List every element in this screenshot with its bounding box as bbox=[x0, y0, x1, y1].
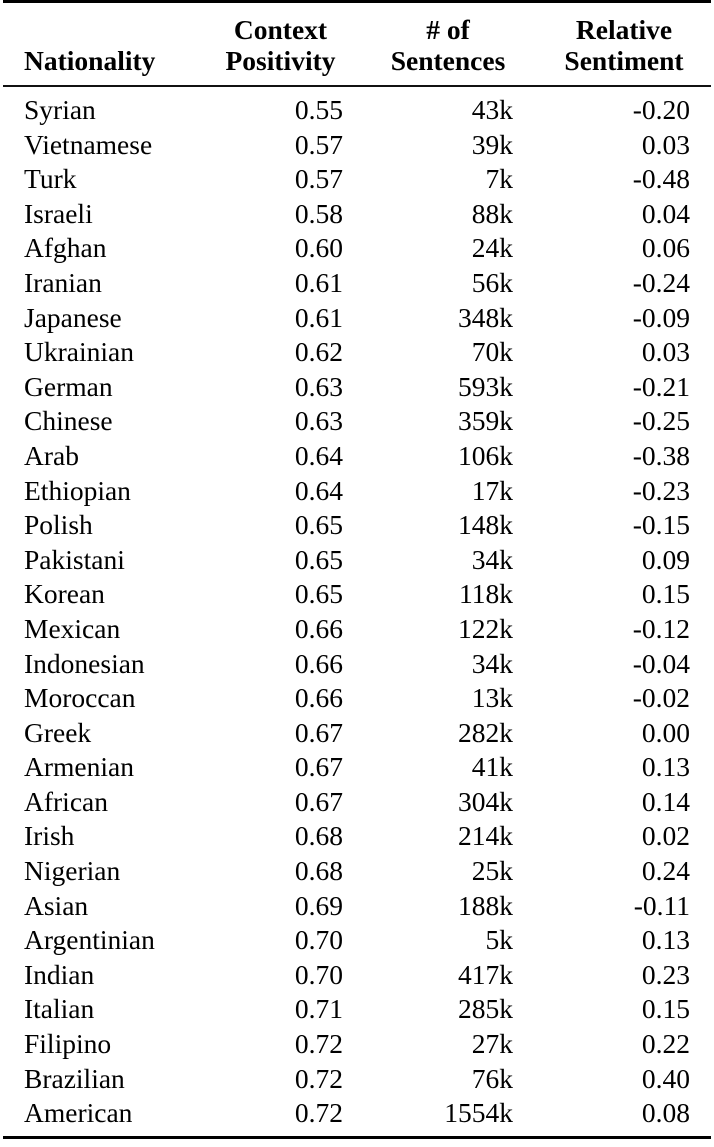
nationality-sentiment-table bbox=[3, 0, 711, 1139]
cell-nationality: Indian bbox=[24, 958, 95, 990]
cell-nationality: Italian bbox=[24, 993, 95, 1025]
table-row bbox=[3, 681, 711, 716]
cell-relative-sentiment: -0.12 bbox=[632, 612, 690, 644]
cell-context-positivity: 0.61 bbox=[294, 301, 343, 333]
cell-nationality: Turk bbox=[24, 163, 77, 195]
table-row bbox=[3, 958, 711, 993]
table-row bbox=[3, 162, 711, 197]
cell-relative-sentiment: 0.24 bbox=[641, 855, 690, 887]
cell-relative-sentiment: -0.23 bbox=[632, 474, 690, 506]
cell-relative-sentiment: -0.09 bbox=[632, 301, 690, 333]
cell-nationality: Mexican bbox=[24, 612, 121, 644]
header-nationality-line2: Nationality bbox=[24, 45, 156, 76]
table-row bbox=[3, 128, 711, 163]
table-row bbox=[3, 301, 711, 336]
cell-context-positivity: 0.65 bbox=[294, 509, 343, 541]
cell-context-positivity: 0.67 bbox=[294, 751, 343, 783]
header-relative-sentiment bbox=[513, 3, 711, 85]
cell-context-positivity: 0.68 bbox=[294, 820, 343, 852]
data-table-body bbox=[3, 87, 711, 1136]
cell-nationality: Syrian bbox=[24, 94, 96, 125]
cell-relative-sentiment: 0.13 bbox=[641, 751, 690, 783]
cell-num-sentences: 5k bbox=[485, 924, 513, 956]
table-row bbox=[3, 266, 711, 301]
cell-num-sentences: 304k bbox=[458, 785, 513, 817]
cell-relative-sentiment: -0.02 bbox=[632, 682, 690, 714]
cell-context-positivity: 0.72 bbox=[294, 1097, 343, 1129]
table-row bbox=[3, 612, 711, 647]
table-row bbox=[3, 750, 711, 785]
cell-num-sentences: 593k bbox=[458, 370, 513, 402]
bottom-rule bbox=[3, 1136, 711, 1139]
cell-relative-sentiment: 0.15 bbox=[641, 578, 690, 610]
cell-nationality: Armenian bbox=[24, 751, 134, 783]
table-row bbox=[3, 231, 711, 266]
cell-num-sentences: 24k bbox=[471, 232, 513, 264]
cell-nationality: Irish bbox=[24, 820, 75, 852]
header-context-positivity-line2: Positivity bbox=[225, 45, 336, 76]
cell-num-sentences: 285k bbox=[458, 993, 513, 1025]
cell-nationality: Polish bbox=[24, 509, 93, 541]
cell-nationality: Brazilian bbox=[24, 1062, 125, 1094]
cell-num-sentences: 13k bbox=[471, 682, 513, 714]
cell-nationality: Ukrainian bbox=[24, 336, 134, 368]
cell-num-sentences: 56k bbox=[471, 266, 513, 298]
cell-num-sentences: 417k bbox=[458, 958, 513, 990]
table-row bbox=[3, 508, 711, 543]
cell-context-positivity: 0.67 bbox=[294, 785, 343, 817]
table-row bbox=[3, 647, 711, 682]
cell-relative-sentiment: 0.14 bbox=[641, 785, 690, 817]
cell-num-sentences: 282k bbox=[458, 716, 513, 748]
table-row bbox=[3, 370, 711, 405]
cell-context-positivity: 0.68 bbox=[294, 855, 343, 887]
cell-context-positivity: 0.64 bbox=[294, 439, 343, 471]
cell-nationality: Arab bbox=[24, 439, 79, 471]
table-row bbox=[3, 1096, 711, 1131]
cell-context-positivity: 0.62 bbox=[294, 336, 343, 368]
cell-context-positivity: 0.70 bbox=[294, 924, 343, 956]
table-row bbox=[3, 543, 711, 578]
cell-nationality: Nigerian bbox=[24, 855, 121, 887]
cell-relative-sentiment: 0.23 bbox=[641, 958, 690, 990]
cell-relative-sentiment: 0.03 bbox=[641, 336, 690, 368]
cell-context-positivity: 0.66 bbox=[294, 682, 343, 714]
cell-nationality: Japanese bbox=[24, 301, 122, 333]
table-row bbox=[3, 335, 711, 370]
cell-nationality: Iranian bbox=[24, 266, 102, 298]
cell-num-sentences: 122k bbox=[458, 612, 513, 644]
cell-context-positivity: 0.57 bbox=[294, 163, 343, 195]
table-row bbox=[3, 889, 711, 924]
cell-relative-sentiment: 0.15 bbox=[641, 993, 690, 1025]
table-row bbox=[3, 577, 711, 612]
cell-context-positivity: 0.55 bbox=[294, 94, 343, 125]
cell-relative-sentiment: -0.21 bbox=[632, 370, 690, 402]
table-row bbox=[3, 785, 711, 820]
cell-num-sentences: 88k bbox=[471, 197, 513, 229]
cell-nationality: Argentinian bbox=[24, 924, 155, 956]
cell-num-sentences: 148k bbox=[458, 509, 513, 541]
table-row bbox=[3, 992, 711, 1027]
cell-context-positivity: 0.66 bbox=[294, 612, 343, 644]
cell-nationality: Korean bbox=[24, 578, 105, 610]
table-row bbox=[3, 404, 711, 439]
cell-context-positivity: 0.64 bbox=[294, 474, 343, 506]
table-row bbox=[3, 923, 711, 958]
cell-relative-sentiment: 0.40 bbox=[641, 1062, 690, 1094]
cell-context-positivity: 0.57 bbox=[294, 128, 343, 160]
cell-relative-sentiment: -0.25 bbox=[632, 405, 690, 437]
cell-nationality: German bbox=[24, 370, 113, 402]
cell-num-sentences: 25k bbox=[471, 855, 513, 887]
cell-context-positivity: 0.72 bbox=[294, 1062, 343, 1094]
cell-relative-sentiment: -0.04 bbox=[632, 647, 690, 679]
table-body bbox=[3, 87, 711, 1136]
cell-nationality: Vietnamese bbox=[24, 128, 153, 160]
table-row bbox=[3, 93, 711, 128]
table-row bbox=[3, 1027, 711, 1062]
header-context-positivity-line1: Context bbox=[233, 14, 328, 45]
cell-relative-sentiment: -0.11 bbox=[633, 889, 690, 921]
cell-context-positivity: 0.60 bbox=[294, 232, 343, 264]
cell-num-sentences: 118k bbox=[459, 578, 513, 610]
cell-num-sentences: 70k bbox=[471, 336, 513, 368]
cell-num-sentences: 43k bbox=[471, 94, 513, 125]
cell-nationality: Israeli bbox=[24, 197, 93, 229]
table-row bbox=[3, 819, 711, 854]
cell-context-positivity: 0.69 bbox=[294, 889, 343, 921]
header-row bbox=[3, 3, 711, 85]
cell-relative-sentiment: -0.48 bbox=[632, 163, 690, 195]
cell-nationality: African bbox=[24, 785, 108, 817]
cell-nationality: Moroccan bbox=[24, 682, 136, 714]
cell-nationality: Greek bbox=[24, 716, 92, 748]
table-header bbox=[3, 3, 711, 85]
cell-num-sentences: 348k bbox=[458, 301, 513, 333]
cell-context-positivity: 0.65 bbox=[294, 578, 343, 610]
cell-num-sentences: 17k bbox=[471, 474, 513, 506]
cell-context-positivity: 0.58 bbox=[294, 197, 343, 229]
header-relative-sentiment-line1: Relative bbox=[575, 14, 673, 45]
table-row bbox=[3, 1062, 711, 1097]
cell-num-sentences: 214k bbox=[458, 820, 513, 852]
cell-context-positivity: 0.65 bbox=[294, 543, 343, 575]
cell-nationality: Indonesian bbox=[24, 647, 145, 679]
cell-num-sentences: 34k bbox=[471, 543, 513, 575]
table-row bbox=[3, 474, 711, 509]
cell-num-sentences: 106k bbox=[458, 439, 513, 471]
cell-num-sentences: 359k bbox=[458, 405, 513, 437]
cell-relative-sentiment: 0.22 bbox=[641, 1028, 690, 1060]
cell-relative-sentiment: 0.06 bbox=[641, 232, 690, 264]
cell-num-sentences: 7k bbox=[485, 163, 513, 195]
cell-relative-sentiment: -0.15 bbox=[632, 509, 690, 541]
cell-context-positivity: 0.63 bbox=[294, 405, 343, 437]
data-table bbox=[3, 3, 711, 85]
table-row bbox=[3, 197, 711, 232]
cell-context-positivity: 0.67 bbox=[294, 716, 343, 748]
table-row bbox=[3, 854, 711, 889]
cell-num-sentences: 1554k bbox=[444, 1097, 513, 1129]
cell-relative-sentiment: -0.38 bbox=[632, 439, 690, 471]
cell-relative-sentiment: 0.13 bbox=[641, 924, 690, 956]
table-row bbox=[3, 716, 711, 751]
cell-nationality: Pakistani bbox=[24, 543, 125, 575]
cell-context-positivity: 0.61 bbox=[294, 266, 343, 298]
header-num-sentences-line2: Sentences bbox=[390, 45, 506, 76]
cell-nationality: American bbox=[24, 1097, 133, 1129]
cell-nationality: Ethiopian bbox=[24, 474, 131, 506]
cell-relative-sentiment: 0.03 bbox=[641, 128, 690, 160]
cell-context-positivity: 0.63 bbox=[294, 370, 343, 402]
cell-nationality: Afghan bbox=[24, 232, 107, 264]
cell-context-positivity: 0.66 bbox=[294, 647, 343, 679]
cell-num-sentences: 39k bbox=[471, 128, 513, 160]
cell-relative-sentiment: 0.00 bbox=[641, 716, 690, 748]
header-nationality bbox=[3, 3, 218, 85]
cell-num-sentences: 41k bbox=[471, 751, 513, 783]
cell-num-sentences: 34k bbox=[471, 647, 513, 679]
cell-relative-sentiment: 0.02 bbox=[641, 820, 690, 852]
cell-nationality: Asian bbox=[24, 889, 89, 921]
cell-relative-sentiment: 0.04 bbox=[641, 197, 690, 229]
cell-nationality: Chinese bbox=[24, 405, 113, 437]
cell-num-sentences: 76k bbox=[471, 1062, 513, 1094]
cell-relative-sentiment: -0.20 bbox=[632, 94, 690, 125]
cell-relative-sentiment: 0.08 bbox=[641, 1097, 690, 1129]
cell-num-sentences: 27k bbox=[471, 1028, 513, 1060]
cell-relative-sentiment: 0.09 bbox=[641, 543, 690, 575]
cell-nationality: Filipino bbox=[24, 1028, 112, 1060]
header-num-sentences-line1: # of bbox=[426, 14, 470, 45]
header-relative-sentiment-line2: Sentiment bbox=[564, 45, 684, 76]
table-row bbox=[3, 439, 711, 474]
cell-num-sentences: 188k bbox=[458, 889, 513, 921]
cell-relative-sentiment: -0.24 bbox=[632, 266, 690, 298]
cell-context-positivity: 0.70 bbox=[294, 958, 343, 990]
cell-context-positivity: 0.72 bbox=[294, 1028, 343, 1060]
header-num-sentences bbox=[343, 3, 513, 85]
cell-context-positivity: 0.71 bbox=[294, 993, 343, 1025]
header-context-positivity bbox=[218, 3, 343, 85]
